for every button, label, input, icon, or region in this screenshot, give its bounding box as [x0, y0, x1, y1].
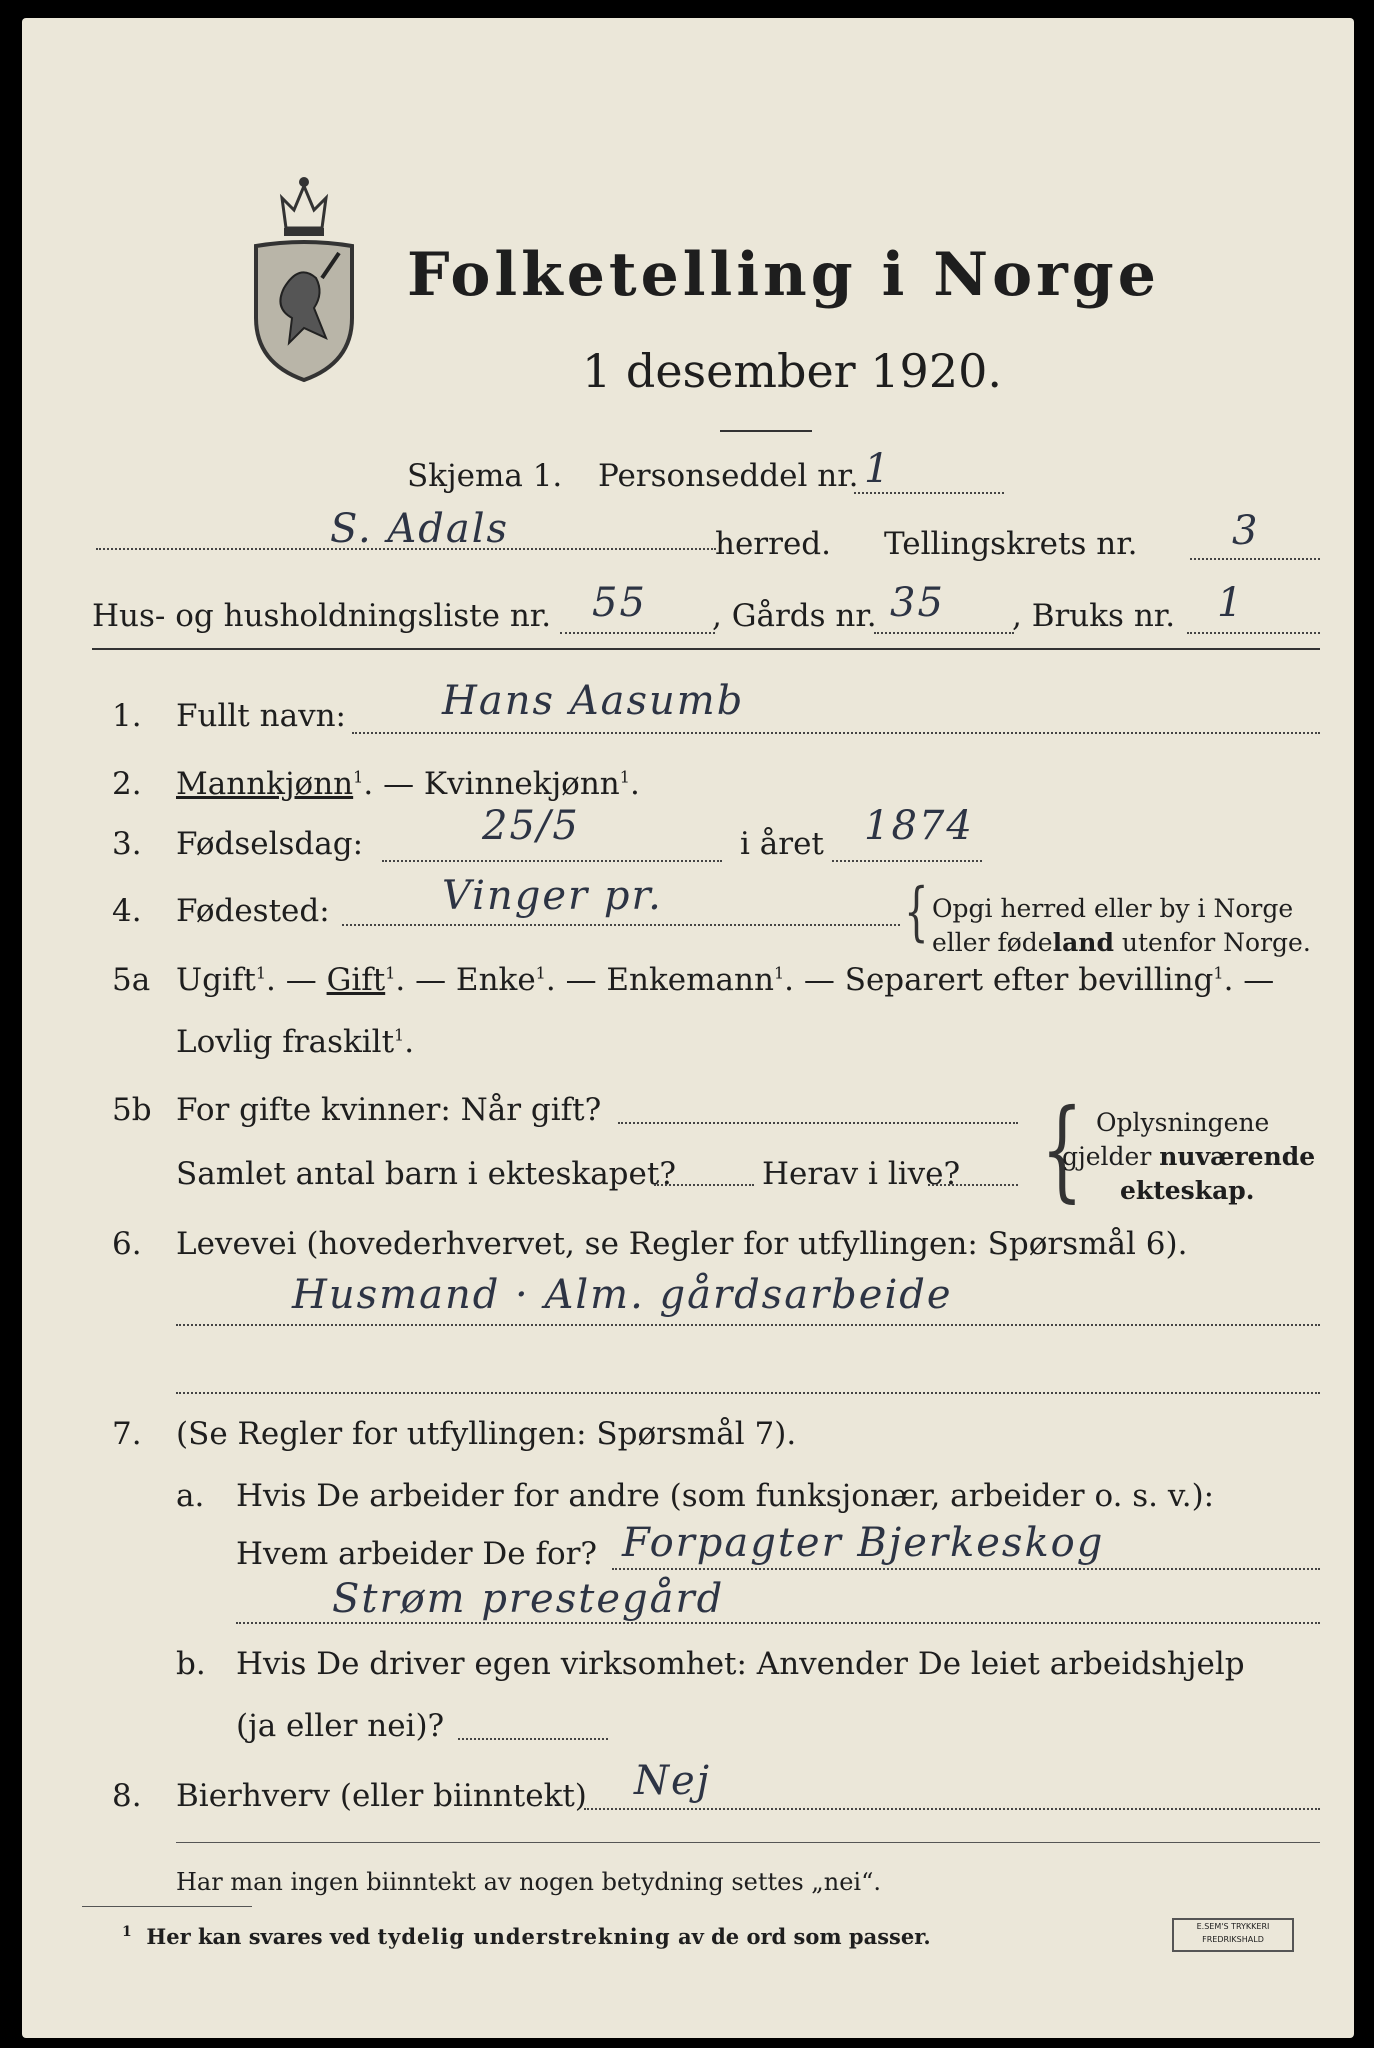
q7a-line1: Hvis De arbeider for andre (som funksjonær, arbeider o. s. v.): [236, 1478, 1215, 1514]
gender-female-footnote: 1 [619, 767, 630, 787]
birthplace-note-2 [932, 928, 1311, 957]
tellingskrets-value[interactable]: 3 [1232, 508, 1260, 554]
status-fraskilt[interactable] [176, 1024, 414, 1060]
gender-female-dot: . [629, 766, 640, 802]
header-rule [92, 648, 1320, 650]
footnote-c: av de ord som passer. [670, 1924, 931, 1949]
census-form-page [22, 18, 1354, 2038]
footer-note: Har man ingen biinntekt av nogen betydning settes „nei“. [176, 1868, 881, 1896]
q7-number: 7. [112, 1416, 142, 1452]
q2-number: 2. [112, 766, 142, 802]
gender-male-label[interactable]: Mannkjønn [176, 766, 354, 802]
status-enkemann[interactable]: . — Enkemann [545, 962, 774, 998]
q8-label: Bierhverv (eller biinntekt) [176, 1778, 587, 1814]
q7b-line2: (ja eller nei)? [236, 1708, 445, 1744]
children-alive-line [928, 1184, 1018, 1186]
status-enke-footnote: 1 [535, 963, 546, 983]
status-gift-footnote: 1 [385, 963, 396, 983]
marriage-note-brace: { [1041, 1085, 1083, 1213]
gards-value[interactable]: 35 [890, 580, 945, 626]
side-income-line [584, 1808, 1320, 1810]
footnote-b: tydelig understrekning [377, 1924, 671, 1949]
status-fraskilt-label: Lovlig fraskilt [176, 1024, 395, 1060]
children-alive-label: Herav i live? [762, 1156, 961, 1192]
full-name-line [352, 732, 1320, 734]
schema-label: Skjema 1. [407, 458, 563, 494]
status-enke[interactable]: . — Enke [395, 962, 536, 998]
marriage-note-2a: gjelder [1062, 1142, 1160, 1171]
q1-label: Fullt navn: [176, 698, 346, 734]
gender-male-dot: . [363, 766, 374, 802]
marital-status-line [176, 962, 1274, 998]
printer-stamp-line1: E.SEM'S TRYKKERI [1196, 1922, 1270, 1931]
q7b-number: b. [176, 1646, 206, 1682]
birthplace-line [342, 924, 900, 926]
status-fraskilt-dot: . [404, 1024, 415, 1060]
footer-rule [176, 1842, 1320, 1843]
q7b-answer-line [458, 1738, 608, 1740]
status-ugift-footnote: 1 [255, 963, 267, 983]
status-gift[interactable]: Gift [326, 962, 386, 998]
status-sep-1: . — [266, 962, 327, 998]
marriage-note-2b: nuværende [1159, 1142, 1316, 1171]
q8-number: 8. [112, 1778, 142, 1814]
q7a-line2: Hvem arbeider De for? [236, 1536, 598, 1572]
gards-label: , Gårds nr. [712, 598, 877, 634]
employer-value-2[interactable]: Strøm prestegård [332, 1576, 725, 1622]
status-fraskilt-footnote: 1 [394, 1025, 405, 1045]
birthplace-brace: { [904, 875, 929, 949]
occupation-value[interactable]: Husmand · Alm. gårdsarbeide [292, 1272, 953, 1318]
printer-stamp-line2: FREDRIKSHALD [1202, 1935, 1264, 1944]
personseddel-line [854, 492, 1004, 494]
hus-label: Hus- og husholdningsliste nr. [92, 598, 552, 634]
herred-value[interactable]: S. Adals [330, 506, 510, 552]
q7b-line1: Hvis De driver egen virksomhet: Anvender De leiet arbeidshjelp [236, 1646, 1245, 1682]
gender-female-label[interactable]: — Kvinnekjønn [383, 766, 620, 802]
hus-line [560, 632, 715, 634]
birthplace-note-2b: land [1052, 928, 1114, 957]
birthday-line [382, 860, 722, 862]
married-when-line [618, 1122, 1018, 1124]
q5b-number: 5b [112, 1092, 152, 1128]
footnote-number: 1 [122, 1924, 132, 1940]
q6-label: Levevei (hovederhvervet, se Regler for utfyllingen: Spørsmål 6). [176, 1226, 1188, 1262]
q1-number: 1. [112, 698, 142, 734]
year-label: i året [740, 826, 824, 862]
status-ugift[interactable]: Ugift [176, 962, 256, 998]
side-income-value[interactable]: Nej [634, 1758, 712, 1804]
birth-year-value[interactable]: 1874 [864, 803, 974, 849]
personseddel-value[interactable]: 1 [864, 446, 892, 492]
census-date: 1 desember 1920. [582, 344, 1002, 398]
hus-value[interactable]: 55 [592, 580, 647, 626]
tellingskrets-line [1190, 558, 1320, 560]
full-name-value[interactable]: Hans Aasumb [442, 678, 745, 724]
q7-label: (Se Regler for utfyllingen: Spørsmål 7). [176, 1416, 797, 1452]
employer-line-1 [612, 1568, 1320, 1570]
bruks-value[interactable]: 1 [1217, 580, 1245, 626]
children-total-line [654, 1184, 754, 1186]
employer-value-1[interactable]: Forpagter Bjerkeskog [622, 1520, 1105, 1566]
gender-male-footnote: 1 [353, 767, 364, 787]
footnote [122, 1924, 931, 1949]
birthplace-note-1: Opgi herred eller by i Norge [932, 894, 1294, 923]
q3-label: Fødselsdag: [176, 826, 364, 862]
form-title: Folketelling i Norge [407, 240, 1160, 310]
status-separert[interactable]: . — Separert efter bevilling [784, 962, 1214, 998]
birthplace-note-2c: utenfor Norge. [1113, 928, 1311, 957]
herred-label: herred. [715, 526, 831, 562]
birth-year-line [832, 860, 982, 862]
occupation-line-1 [176, 1324, 1320, 1326]
q4-number: 4. [112, 893, 142, 929]
q5a-number: 5a [112, 962, 151, 998]
occupation-line-2 [176, 1392, 1320, 1394]
birthplace-value[interactable]: Vinger pr. [442, 873, 663, 919]
footnote-rule [82, 1906, 252, 1907]
marriage-note-3: ekteskap. [1120, 1176, 1255, 1205]
marriage-note-2 [1062, 1142, 1315, 1171]
children-total-label: Samlet antal barn i ekteskapet? [176, 1156, 676, 1192]
status-sep-end: . — [1223, 962, 1275, 998]
q6-number: 6. [112, 1226, 142, 1262]
birthday-value[interactable]: 25/5 [482, 803, 580, 849]
bruks-label: , Bruks nr. [1012, 598, 1176, 634]
marriage-note-1: Oplysningene [1096, 1108, 1270, 1137]
q3-number: 3. [112, 826, 142, 862]
q7a-number: a. [176, 1478, 205, 1514]
birthplace-note-2a: eller føde [932, 928, 1053, 957]
gards-line [874, 632, 1014, 634]
printer-stamp [1172, 1918, 1294, 1952]
tellingskrets-label: Tellingskrets nr. [884, 526, 1138, 562]
bruks-line [1187, 632, 1320, 634]
title-divider [720, 430, 812, 432]
personseddel-label: Personseddel nr. [598, 458, 859, 494]
coat-of-arms-icon [244, 168, 364, 388]
footnote-a: Her kan svares ved [146, 1924, 378, 1949]
status-enkemann-footnote: 1 [773, 963, 785, 983]
gender-male [176, 766, 640, 802]
married-when-label: For gifte kvinner: Når gift? [176, 1092, 602, 1128]
status-separert-footnote: 1 [1213, 963, 1224, 983]
q4-label: Fødested: [176, 893, 330, 929]
employer-line-2 [236, 1622, 1320, 1624]
